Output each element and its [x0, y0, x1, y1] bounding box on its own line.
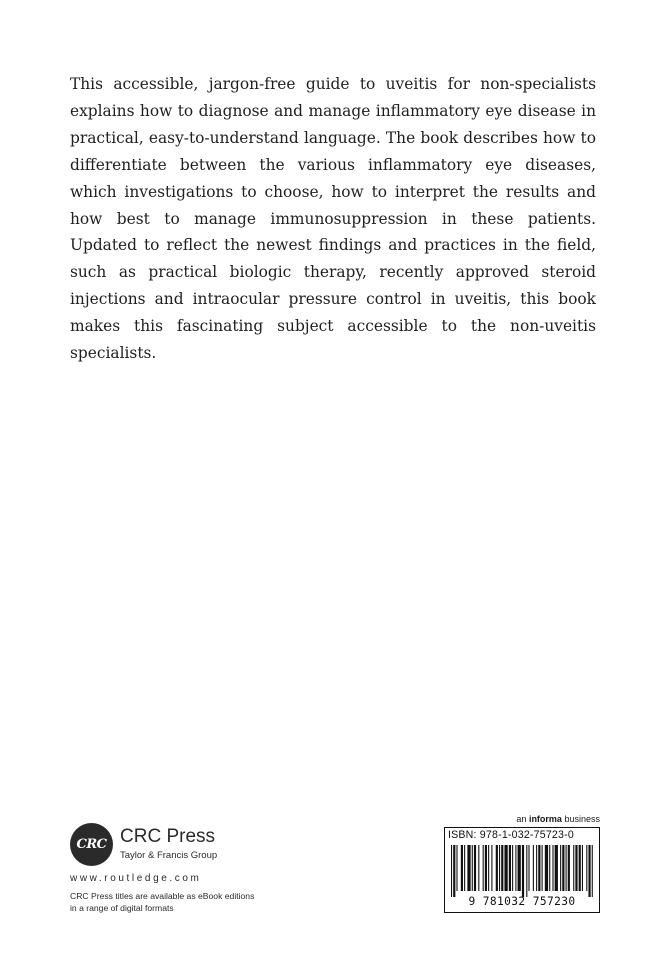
isbn-label: ISBN: 978-1-032-75723-0: [448, 829, 574, 841]
publisher-group: Taylor & Francis Group: [120, 850, 218, 861]
informa-tagline: [516, 814, 600, 824]
ebook-note-line-1: CRC Press titles are available as eBook editions: [70, 891, 255, 901]
isbn-barcode: [444, 827, 600, 913]
ebook-availability-note: [70, 891, 254, 914]
informa-brand: informa: [528, 814, 562, 824]
publisher-name: CRC Press: [120, 826, 216, 847]
informa-suffix: business: [564, 814, 600, 824]
barcode-bars-icon: [451, 845, 595, 897]
publisher-website[interactable]: www.routledge.com: [70, 873, 202, 884]
back-cover-blurb: This accessible, jargon-free guide to uveitis for non-specialists explains how to diagnose and manage inflammatory eye disease in practical, easy-to-understand language. The book describes how to differentiate between the various inflammatory eye diseases, which investigations to choose, how to interpret the results and how best to manage immunosuppression in these patients. Updated to reflect the newest findings and practices in the field, such as practical biologic therapy, recently approved steroid injections and intraocular pressure control in uveitis, this book makes this fascinating subject accessible to the non-uveitis specialists.: [70, 75, 596, 363]
barcode-digits: 9 781032 757230: [468, 895, 576, 908]
publisher-block: [70, 823, 310, 923]
ebook-note-line-2: in a range of digital formats: [70, 902, 174, 913]
crc-logo-icon: CRC: [70, 823, 113, 866]
informa-prefix: an: [516, 814, 527, 824]
barcode-block: [444, 814, 600, 914]
